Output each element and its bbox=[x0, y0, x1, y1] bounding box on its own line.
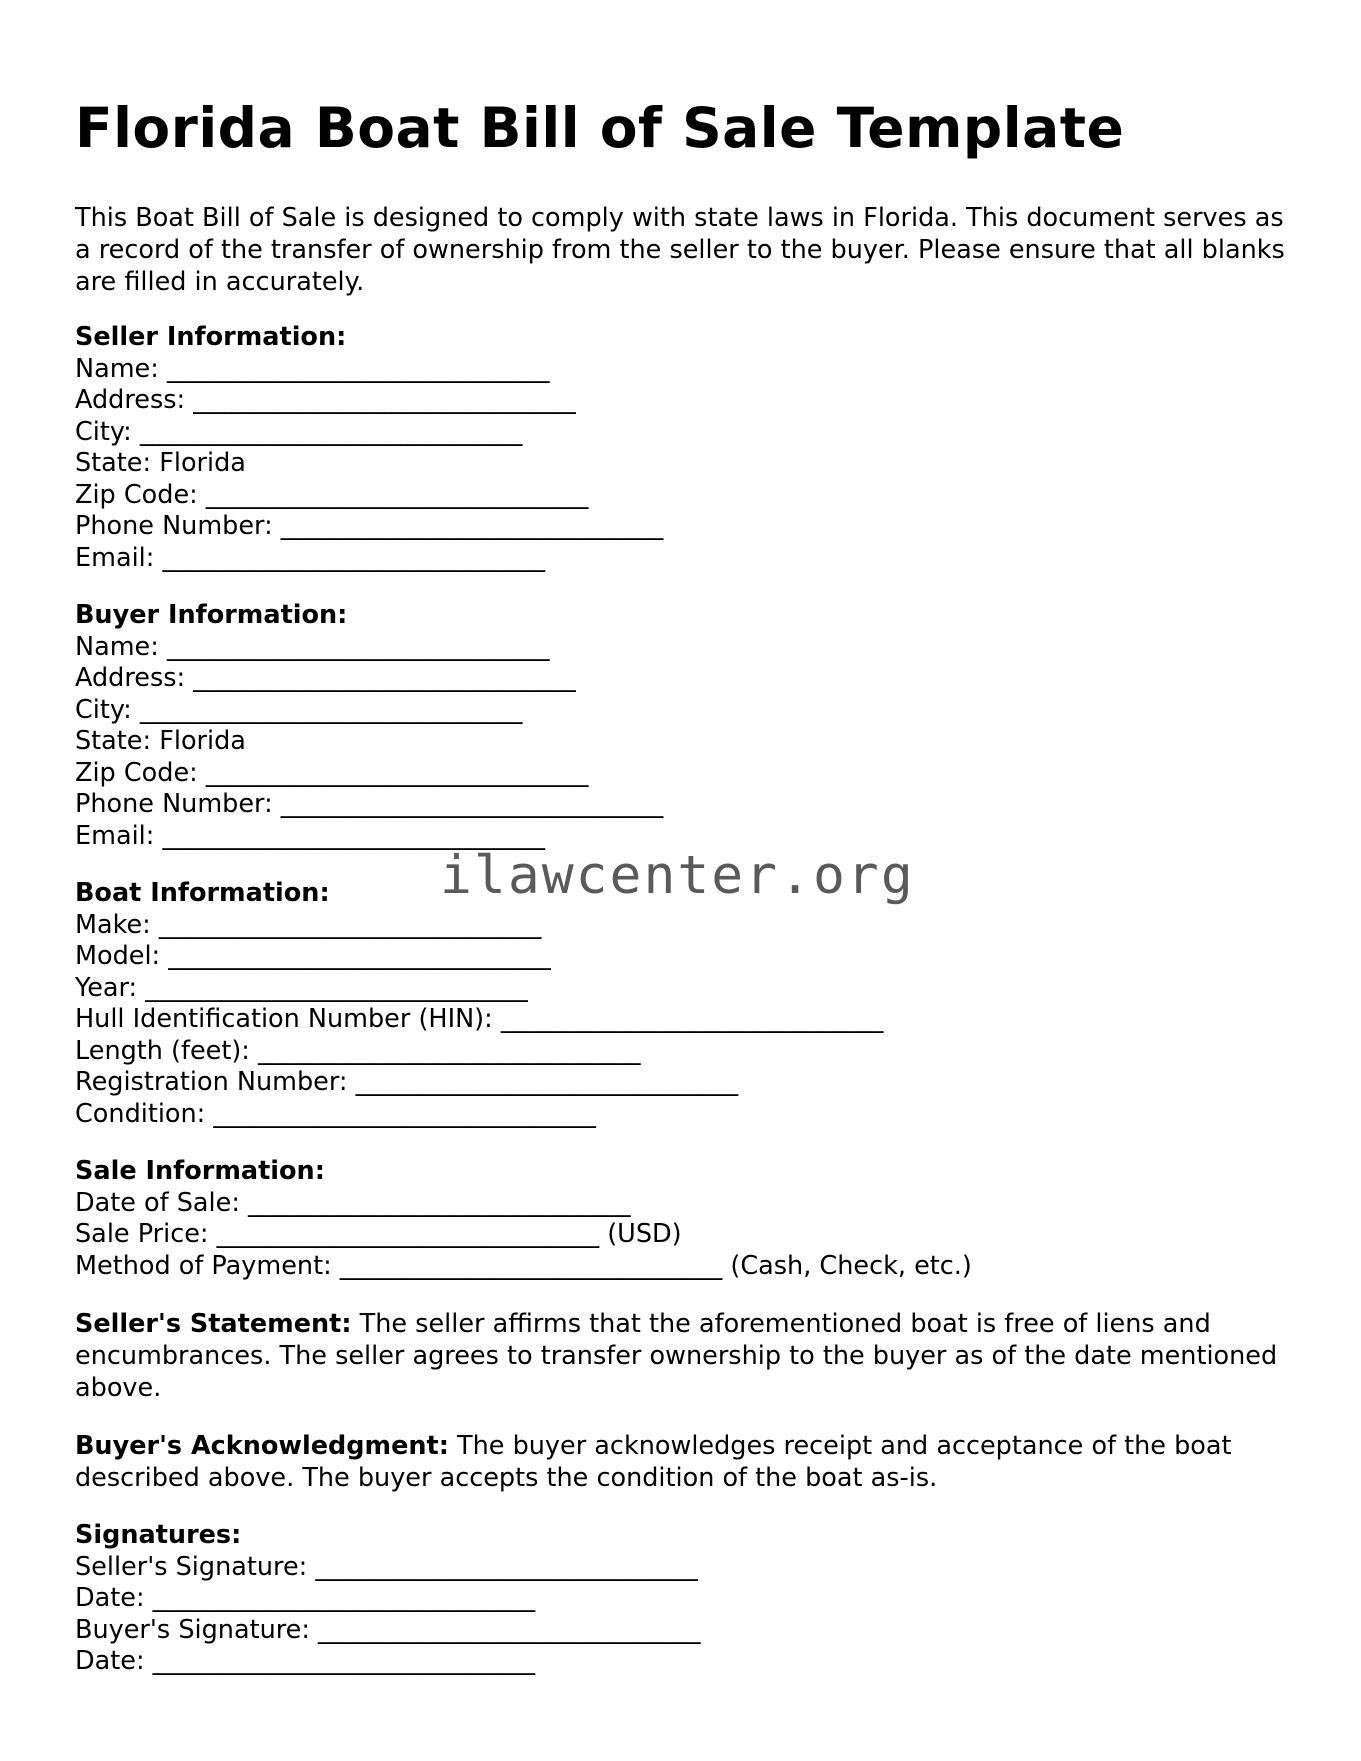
blank-line[interactable]: ______________________________ bbox=[315, 1551, 698, 1582]
field-label: Model: bbox=[75, 941, 169, 971]
field-label: City: bbox=[75, 416, 140, 447]
section-heading: Sale Information: bbox=[75, 1156, 325, 1186]
blank-line[interactable]: ______________________________ bbox=[216, 1219, 600, 1249]
field-label: Sale Price: bbox=[75, 1219, 217, 1249]
blank-line[interactable]: ______________________________ bbox=[355, 1067, 739, 1097]
seller-state-line: State: Florida bbox=[75, 448, 246, 478]
blank-line[interactable]: ______________________________ bbox=[205, 757, 589, 788]
seller-statement bbox=[75, 1308, 1290, 1404]
blank-line[interactable]: ______________________________ bbox=[152, 1646, 536, 1676]
blank-line[interactable]: ______________________________ bbox=[152, 1583, 536, 1613]
field-label: Email: bbox=[75, 820, 163, 851]
seller-name-field[interactable] bbox=[75, 354, 1290, 386]
seller-zip-field[interactable] bbox=[75, 480, 1290, 512]
field-label: Address: bbox=[75, 663, 194, 693]
blank-line[interactable]: ______________________________ bbox=[193, 385, 576, 415]
intro-paragraph: This Boat Bill of Sale is designed to comply with state laws in Florida. This document serves as a record of the transfer of ownership from the seller to the buyer. Please ensure that all blanks are filled in accurately. bbox=[75, 203, 1285, 297]
blank-line[interactable]: ______________________________ bbox=[166, 631, 550, 662]
blank-line[interactable]: ______________________________ bbox=[280, 511, 664, 541]
field-label: Name: bbox=[75, 631, 167, 662]
buyer-information-section bbox=[75, 600, 1290, 852]
sale-price-field[interactable] bbox=[75, 1219, 1290, 1251]
blank-line[interactable]: ______________________________ bbox=[339, 1250, 723, 1281]
buyer-acknowledgment bbox=[75, 1430, 1290, 1494]
blank-line[interactable]: ______________________________ bbox=[162, 820, 545, 851]
field-label: Condition: bbox=[75, 1098, 214, 1129]
field-label: Date: bbox=[75, 1646, 153, 1676]
field-label: Date of Sale: bbox=[75, 1187, 249, 1218]
boat-condition-field[interactable] bbox=[75, 1099, 1290, 1131]
blank-line[interactable]: ______________________________ bbox=[213, 1098, 596, 1129]
blank-line[interactable]: ______________________________ bbox=[193, 663, 576, 693]
field-label: Email: bbox=[75, 542, 163, 573]
section-heading: Signatures: bbox=[75, 1520, 242, 1550]
blank-line[interactable]: ______________________________ bbox=[500, 1004, 884, 1034]
buyer-city-field[interactable] bbox=[75, 695, 1290, 727]
blank-line[interactable]: ______________________________ bbox=[145, 972, 528, 1003]
seller-phone-field[interactable] bbox=[75, 511, 1290, 543]
section-heading: Boat Information: bbox=[75, 878, 330, 908]
seller-address-field[interactable] bbox=[75, 385, 1290, 417]
buyer-name-field[interactable] bbox=[75, 632, 1290, 664]
field-label: Hull Identification Number (HIN): bbox=[75, 1004, 501, 1034]
sale-date-field[interactable] bbox=[75, 1188, 1290, 1220]
blank-line[interactable]: ______________________________ bbox=[139, 694, 523, 725]
signatures-section bbox=[75, 1520, 1290, 1678]
boat-registration-field[interactable] bbox=[75, 1067, 1290, 1099]
sale-information-section bbox=[75, 1156, 1290, 1282]
boat-hin-field[interactable] bbox=[75, 1004, 1290, 1036]
field-label: Make: bbox=[75, 909, 159, 940]
page-title: Florida Boat Bill of Sale Template bbox=[75, 96, 1125, 160]
blank-line[interactable]: ______________________________ bbox=[158, 909, 542, 940]
blank-line[interactable]: ______________________________ bbox=[168, 941, 551, 971]
field-label: Date: bbox=[75, 1583, 153, 1613]
buyer-signature-field[interactable] bbox=[75, 1615, 1290, 1647]
field-label: Method of Payment: bbox=[75, 1250, 340, 1281]
blank-line[interactable]: ______________________________ bbox=[258, 1035, 641, 1066]
field-label: Seller's Signature: bbox=[75, 1551, 316, 1582]
field-suffix: (USD) bbox=[599, 1219, 682, 1249]
boat-length-field[interactable] bbox=[75, 1036, 1290, 1068]
field-label: Name: bbox=[75, 353, 167, 384]
blank-line[interactable]: ______________________________ bbox=[162, 542, 545, 573]
statement-text: The seller affirms that the aforementioned boat is free of liens and encumbrances. The seller agrees to transfer ownership to the buyer as of the date mentioned above. bbox=[75, 1309, 1278, 1403]
blank-line[interactable]: ______________________________ bbox=[139, 416, 523, 447]
blank-line[interactable]: ______________________________ bbox=[280, 789, 664, 819]
buyer-zip-field[interactable] bbox=[75, 758, 1290, 790]
field-label: Year: bbox=[75, 972, 146, 1003]
seller-city-field[interactable] bbox=[75, 417, 1290, 449]
field-label: Registration Number: bbox=[75, 1067, 356, 1097]
payment-method-field[interactable] bbox=[75, 1251, 1290, 1283]
field-label: Zip Code: bbox=[75, 479, 206, 510]
acknowledgment-lead: Buyer's Acknowledgment: bbox=[75, 1431, 449, 1461]
section-heading: Seller Information: bbox=[75, 322, 347, 352]
field-label: Buyer's Signature: bbox=[75, 1614, 319, 1645]
field-label: Zip Code: bbox=[75, 757, 206, 788]
field-label: Phone Number: bbox=[75, 511, 281, 541]
buyer-phone-field[interactable] bbox=[75, 789, 1290, 821]
blank-line[interactable]: ______________________________ bbox=[205, 479, 589, 510]
seller-information-section bbox=[75, 322, 1290, 574]
section-heading: Buyer Information: bbox=[75, 600, 348, 630]
seller-email-field[interactable] bbox=[75, 543, 1290, 575]
boat-year-field[interactable] bbox=[75, 973, 1290, 1005]
boat-information-section bbox=[75, 878, 1290, 1130]
field-label: Address: bbox=[75, 385, 194, 415]
seller-signature-field[interactable] bbox=[75, 1552, 1290, 1584]
acknowledgment-text: The buyer acknowledges receipt and acceptance of the boat described above. The buyer accepts the condition of the boat as-is. bbox=[75, 1431, 1232, 1493]
buyer-address-field[interactable] bbox=[75, 663, 1290, 695]
blank-line[interactable]: ______________________________ bbox=[318, 1614, 701, 1645]
field-label: City: bbox=[75, 694, 140, 725]
field-label: Length (feet): bbox=[75, 1035, 259, 1066]
buyer-signature-date-field[interactable] bbox=[75, 1646, 1290, 1678]
seller-signature-date-field[interactable] bbox=[75, 1583, 1290, 1615]
field-label: Phone Number: bbox=[75, 789, 281, 819]
field-suffix: (Cash, Check, etc.) bbox=[722, 1250, 972, 1281]
watermark: ilawcenter.org bbox=[440, 845, 915, 906]
buyer-state-line: State: Florida bbox=[75, 726, 246, 756]
statement-lead: Seller's Statement: bbox=[75, 1309, 352, 1339]
boat-model-field[interactable] bbox=[75, 941, 1290, 973]
blank-line[interactable]: ______________________________ bbox=[248, 1187, 631, 1218]
boat-make-field[interactable] bbox=[75, 910, 1290, 942]
blank-line[interactable]: ______________________________ bbox=[166, 353, 550, 384]
